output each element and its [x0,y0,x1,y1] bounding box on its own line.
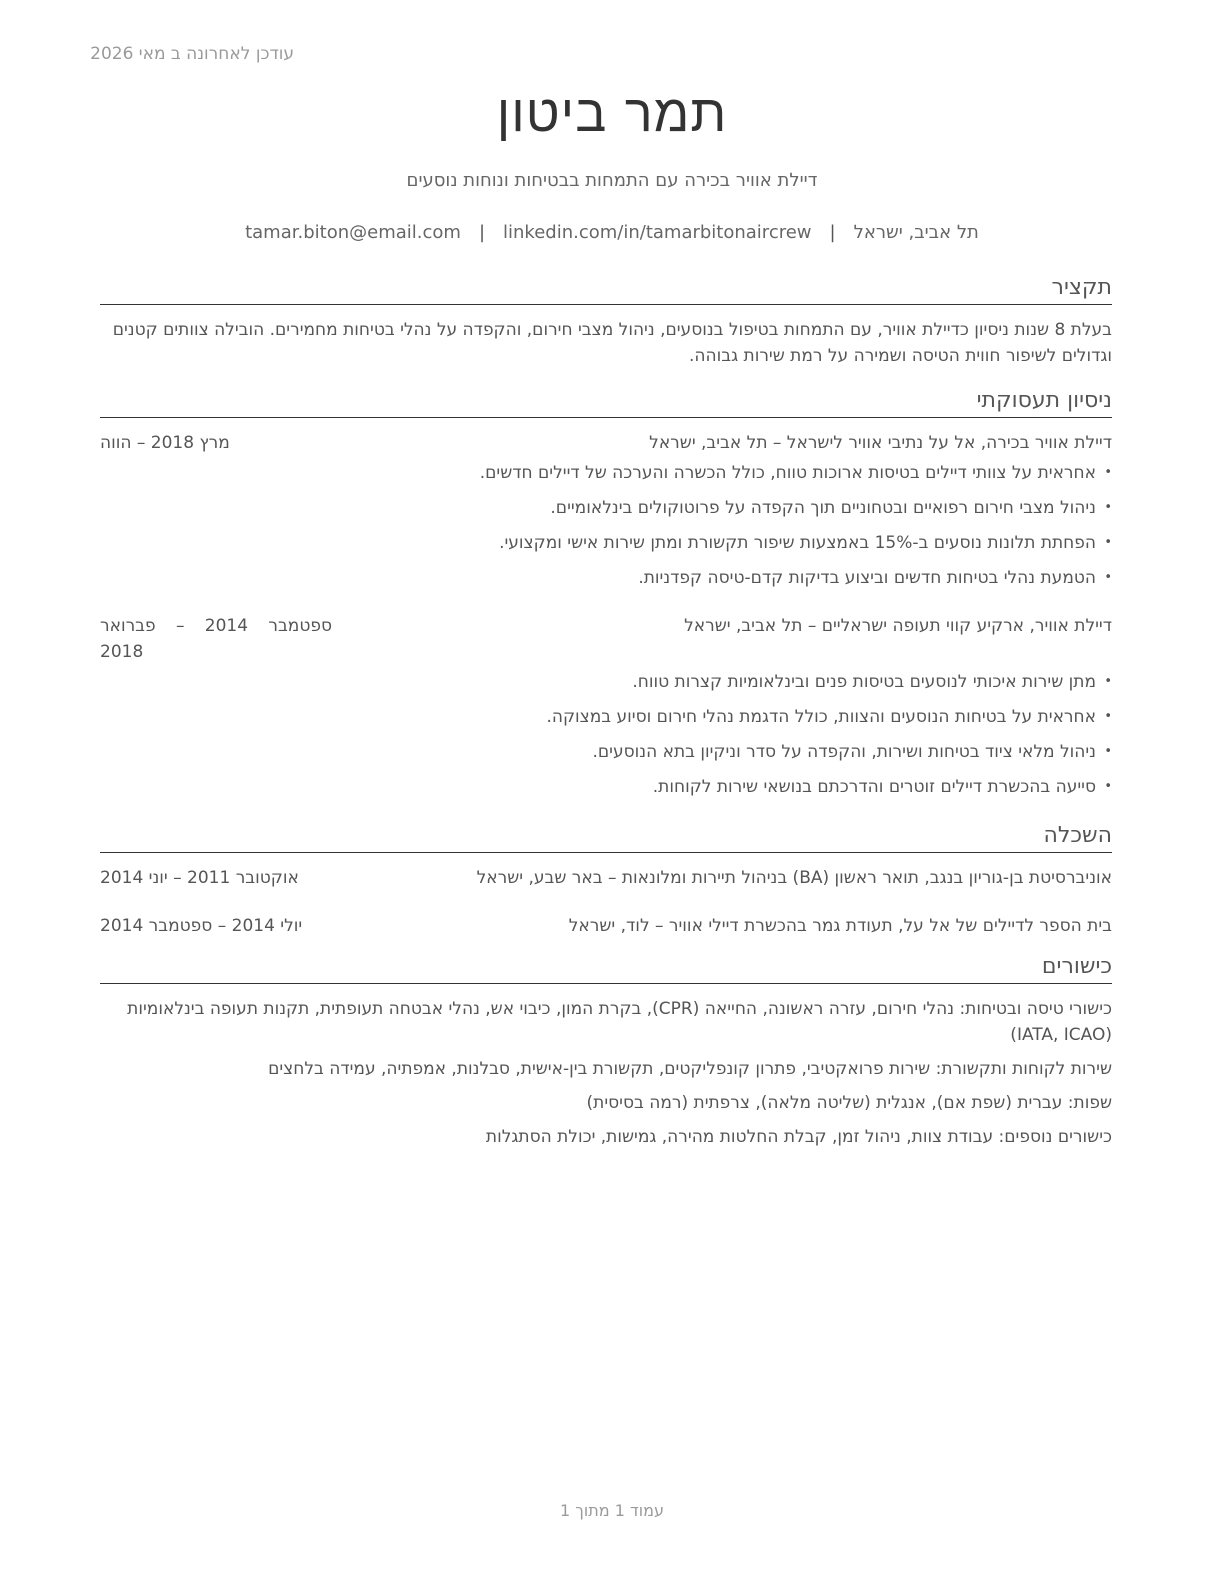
skill-line: כישורי טיסה ובטיחות: נהלי חירום, עזרה ראשונה, החייאה (CPR), בקרת המון, כיבוי אש, נהלי אבטחה תעופתית, תקנות תעופה בינלאומיות (IATA, ICAO) [127,999,1112,1045]
job-bullet: • הטמעת נהלי בטיחות חדשים וביצוע בדיקות קדם-טיסה קפדניות. [100,565,1096,591]
skill-line: שפות: עברית (שפת אם), אנגלית (שליטה מלאה), צרפתית (רמה בסיסית) [586,1093,1112,1113]
page-number: עמוד 1 מתוך 1 [560,1501,664,1520]
last-updated-note: עודכן לאחרונה ב מאי 2026 [90,44,294,64]
job-bullet: • ניהול מצבי חירום רפואיים ובטחוניים תוך הקפדה על פרוטוקולים בינלאומיים. [100,495,1096,521]
summary-heading: תקציר [100,274,1112,305]
job-bullet: • הפחתת תלונות נוסעים ב-15% באמצעות שיפור תקשורת ומתן שירות אישי ומקצועי. [100,530,1096,556]
education-entry [100,913,1112,939]
job-bullet: • סייעה בהכשרת דיילים זוטרים והדרכתם בנושאי שירות לקוחות. [100,774,1096,800]
contact-separator: | [829,222,836,243]
education-institution: בית הספר לדיילים של אל על, תעודת גמר בהכשרת דיילי אוויר – לוד, ישראל [568,916,1112,936]
experience-heading: ניסיון תעסוקתי [100,387,1112,418]
education-heading: השכלה [100,822,1112,853]
job-bullet: • מתן שירות איכותי לנוסעים בטיסות פנים ובינלאומיות קצרות טווח. [100,669,1096,695]
job-bullet: • ניהול מלאי ציוד בטיחות ושירות, והקפדה על סדר וניקיון בתא הנוסעים. [100,739,1096,765]
education-institution: אוניברסיטת בן-גוריון בנגב, תואר ראשון (BA) בניהול תיירות ומלונאות – באר שבע, ישראל [476,868,1112,888]
candidate-tagline: דיילת אוויר בכירה עם התמחות בבטיחות ונוחות נוסעים [406,170,818,191]
contact-email[interactable]: tamar.biton@email.com [245,222,461,243]
job-bullet: • אחראית על צוותי דיילים בטיסות ארוכות טווח, כולל הכשרה והערכה של דיילים חדשים. [100,460,1096,486]
contact-separator: | [478,222,486,243]
job-bullets [100,460,1112,591]
skill-line: שירות לקוחות ותקשורת: שירות פרואקטיבי, פתרון קונפליקטים, תקשורת בין-אישית, סבלנות, אמפתיה, עמידה בלחצים [268,1059,1112,1079]
education-entry [100,865,1112,891]
summary-text: בעלת 8 שנות ניסיון כדיילת אוויר, עם התמחות בטיפול בנוסעים, ניהול מצבי חירום, והקפדה על נהלי בטיחות מחמירים. הובילה צוותים קטנים וגדולים לשיפור חווית הטיסה ושמירה על רמת שירות גבוהה. [112,320,1112,366]
job-dates: ספטמבר 2014 – פברואר 2018 [100,616,332,662]
job-dates: מרץ 2018 – הווה [100,433,230,453]
job-role: דיילת אוויר, ארקיע קווי תעופה ישראליים – תל אביב, ישראל [684,616,1112,636]
resume-content [100,274,1112,1158]
education-dates: יולי 2014 – ספטמבר 2014 [100,916,303,936]
skills-heading: כישורים [100,953,1112,984]
contact-location: תל אביב, ישראל [853,222,979,243]
education-dates: אוקטובר 2011 – יוני 2014 [100,868,299,888]
contact-line [0,222,1224,243]
job-entry-header [100,430,1112,456]
job-bullet: • אחראית על בטיחות הנוסעים והצוות, כולל הדגמת נהלי חירום וסיוע במצוקה. [100,704,1096,730]
skill-line: כישורים נוספים: עבודת צוות, ניהול זמן, קבלת החלטות מהירה, גמישות, יכולת הסתגלות [485,1127,1112,1147]
job-entry-header [100,613,1112,665]
contact-linkedin[interactable]: linkedin.com/in/tamarbitonaircrew [503,222,812,243]
job-bullets [100,669,1112,800]
candidate-name: תמר ביטון [496,84,728,144]
job-role: דיילת אוויר בכירה, אל על נתיבי אוויר לישראל – תל אביב, ישראל [649,433,1112,453]
